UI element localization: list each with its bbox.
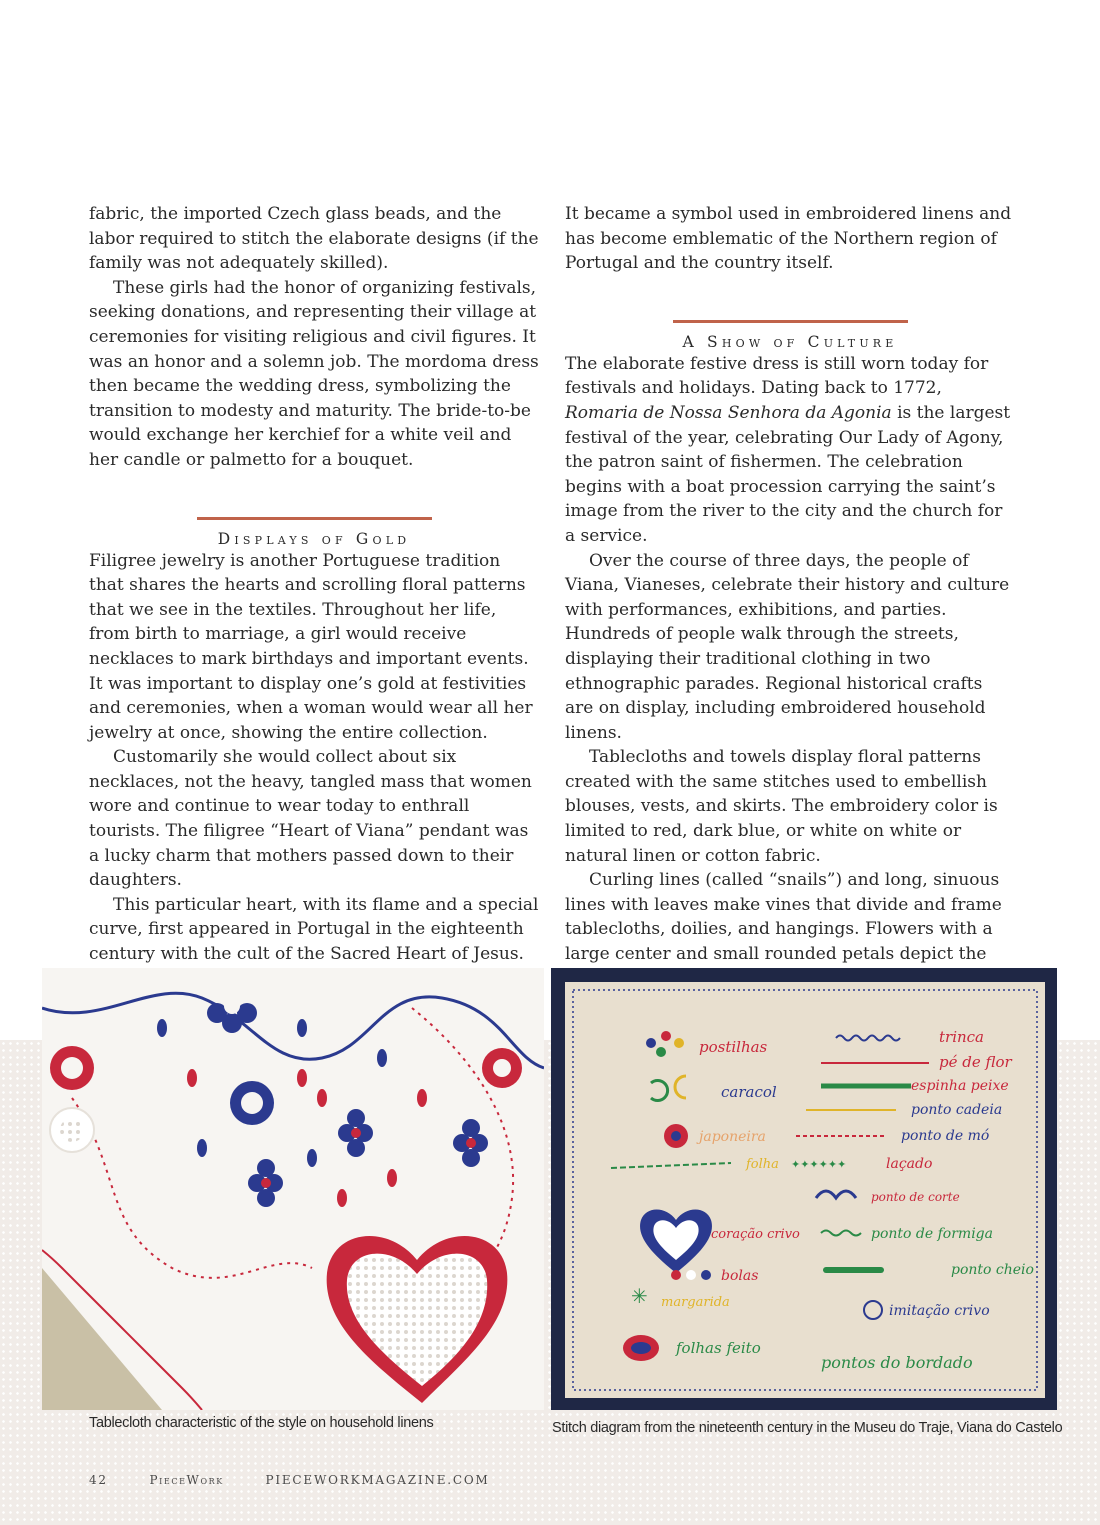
left-paragraph-3: Filigree jewelry is another Portuguese tradition that shares the hearts and scrolling floral patterns that we see in the textiles. Throughout her life, from birth to marriage, a girl would receive necklaces to mark birthdays and important events. It was important to display one’s gold at festivities and ceremonies, when a woman would wear all her jewelry at once, showing the entire collection. <box>89 550 533 743</box>
section-heading-show-of-culture <box>565 320 1015 352</box>
label-pe-de-flor: pé de flor <box>939 1053 1012 1071</box>
right-paragraph-2: The elaborate festive dress is still worn today for festivals and holidays. Dating back to 1772, Romaria de Nossa Senhora da Agonia is the largest festival of the year, celebrating Our Lady of Agony, the patron saint of fishermen. The celebration begins with a boat procession carrying the saint’s image from the river to the city and the church for a service. <box>565 353 1011 546</box>
label-caracol: caracol <box>721 1083 777 1101</box>
label-espinha: espinha peixe <box>911 1078 1009 1094</box>
right-paragraph-1: It became a symbol used in embroidered linens and has become emblematic of the Northern region of Portugal and the country itself. <box>565 204 1012 274</box>
label-imitacao-crivo: imitação crivo <box>889 1303 990 1319</box>
label-ponto-formiga: ponto de formiga <box>871 1226 993 1242</box>
svg-text:✳: ✳ <box>631 1284 648 1308</box>
right-paragraph-3: Over the course of three days, the people of Viana, Vianeses, celebrate their history and culture with performances, exhibitions, and parties. Hundreds of people walk through the streets, displaying their traditional clothing in two ethnographic parades. Regional historical crafts are on display, including embroidered household linens. <box>565 550 1010 743</box>
label-ponto-corte: ponto de corte <box>871 1190 960 1204</box>
label-postilhas: postilhas <box>699 1038 768 1056</box>
label-ponto-cheio: ponto cheio <box>951 1262 1034 1278</box>
label-trinca: trinca <box>939 1028 984 1046</box>
label-folhas-feito: folhas feito <box>676 1339 761 1357</box>
section-title: A Show of Culture <box>682 332 898 351</box>
caption-stitch-diagram: Stitch diagram from the nineteenth century in the Museu do Traje, Viana do Castelo <box>552 1420 1063 1436</box>
magazine-brand: PieceWork <box>149 1473 224 1487</box>
section-heading-displays-of-gold <box>89 517 539 549</box>
stitch-sampler-photo <box>551 968 1057 1410</box>
tablecloth-illustration <box>42 968 544 1410</box>
label-pontos-bordado: pontos do bordado <box>821 1353 973 1372</box>
label-japoneira: japoneira <box>699 1129 766 1145</box>
page-number: 42 <box>89 1473 108 1487</box>
label-ponto-mo: ponto de mó <box>901 1128 990 1144</box>
label-bolas: bolas <box>721 1268 759 1284</box>
sampler-illustration <box>551 968 1057 1410</box>
label-margarida: margarida <box>661 1295 730 1310</box>
right-paragraph-4: Tablecloths and towels display floral patterns created with the same stitches used to embellish blouses, vests, and skirts. The embroidery color is limited to red, dark blue, or white on white or natural linen or cotton fabric. <box>565 747 998 866</box>
right-paragraph-5: Curling lines (called “snails”) and long, sinuous lines with leaves make vines that divide and frame tablecloths, doilies, and hangings. Flowers with a large center and small rounded petals depict the <box>565 870 1002 965</box>
page-footer <box>89 1473 526 1487</box>
accent-rule <box>197 517 432 520</box>
magazine-url: PIECEWORKMAGAZINE.COM <box>265 1473 490 1487</box>
tablecloth-photo <box>42 968 544 1410</box>
left-paragraph-2: These girls had the honor of organizing festivals, seeking donations, and representing their village at ceremonies for visiting religious and civil figures. It was an honor and a solemn job. The mordoma dress then became the wedding dress, symbolizing the transition to modesty and maturity. The bride-to-be would exchange her kerchief for a white veil and her candle or palmetto for a bouquet. <box>89 277 539 470</box>
svg-text:✦✦✦✦✦✦: ✦✦✦✦✦✦ <box>791 1158 847 1171</box>
label-ponto-cadeia: ponto cadeia <box>911 1102 1003 1118</box>
left-paragraph-1: fabric, the imported Czech glass beads, and the labor required to stitch the elaborate designs (if the family was not adequately skilled). <box>89 204 539 274</box>
label-coracao-crivo: coração crivo <box>711 1227 800 1242</box>
section-title: Displays of Gold <box>217 529 411 548</box>
accent-rule <box>673 320 908 323</box>
left-column <box>89 202 539 967</box>
caption-tablecloth: Tablecloth characteristic of the style on household linens <box>89 1415 434 1431</box>
festival-name: Romaria de Nossa Senhora da Agonia <box>565 402 892 423</box>
label-folha: folha <box>746 1157 779 1172</box>
right-column <box>565 202 1015 1016</box>
left-paragraph-4: Customarily she would collect about six necklaces, not the heavy, tangled mass that women wore and continue to wear today to enthrall tourists. The filigree “Heart of Viana” pendant was a lucky charm that mothers passed down to their daughters. <box>89 747 532 891</box>
left-paragraph-5: This particular heart, with its flame and a special curve, first appeared in Portugal in the eighteenth century with the cult of the Sacred Heart of Jesus. <box>89 894 539 965</box>
label-lacado: laçado <box>886 1156 933 1172</box>
